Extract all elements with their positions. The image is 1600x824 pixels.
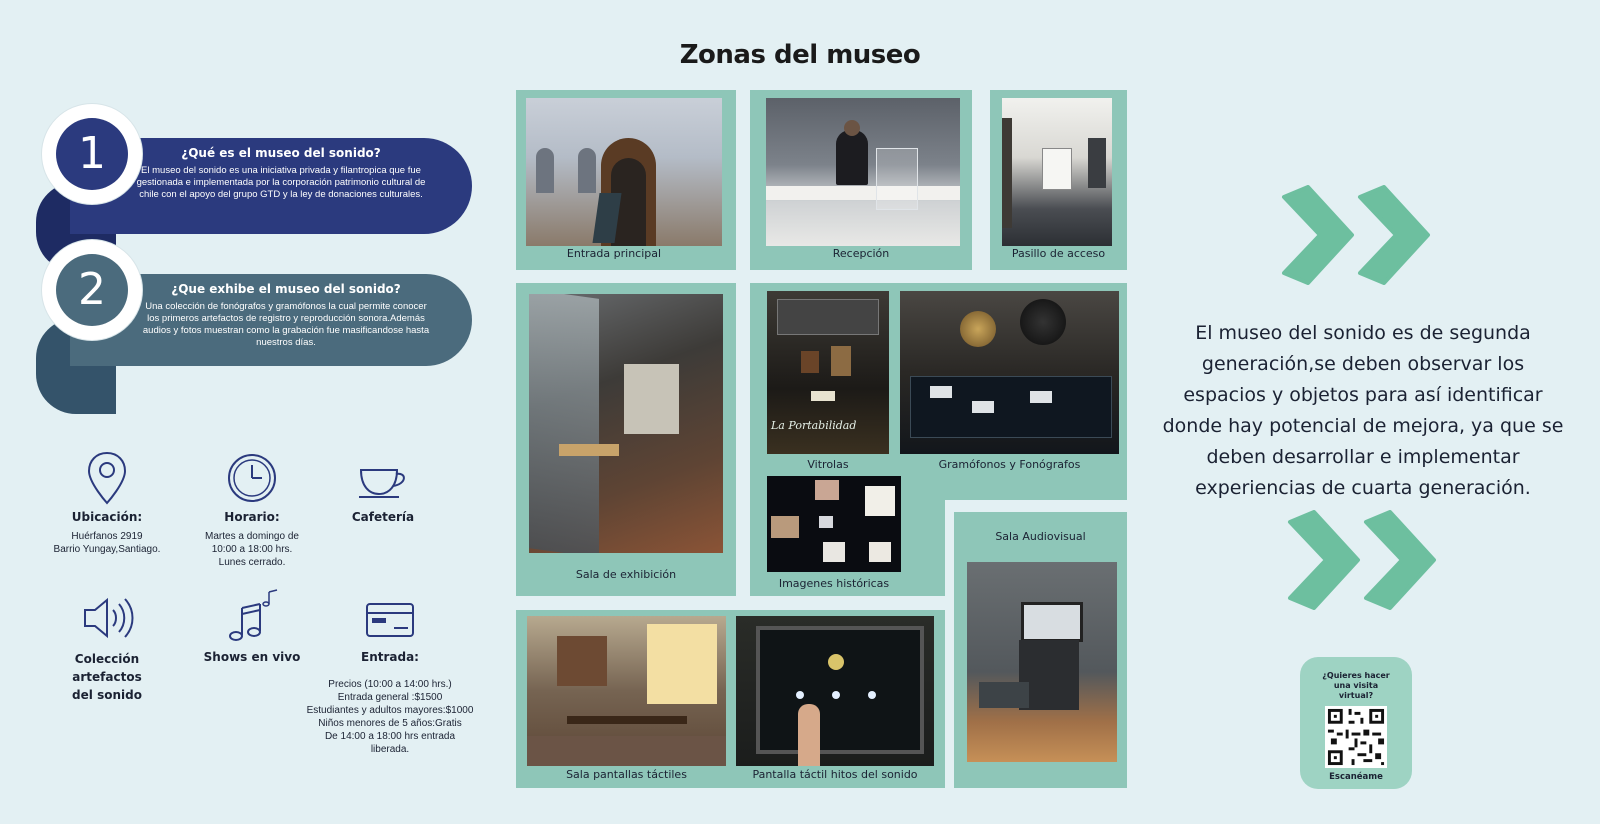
chevrons-bottom-icon [1286, 510, 1441, 610]
sala-exhibicion-photo [529, 294, 723, 553]
caption-sala-exhibicion: Sala de exhibición [575, 568, 677, 581]
section-1-number: 1 [56, 118, 128, 190]
pasillo-photo [1002, 98, 1112, 246]
cafeteria-label: Cafetería [351, 510, 415, 524]
chevrons-top-icon [1280, 185, 1435, 285]
caption-pantalla-tactil: Pantalla táctil hitos del sonido [752, 768, 918, 781]
section-1-text: El museo del sonido es una iniciativa privada y filantropica que fue gestionada e implementada por la corporación patrimonio cultural de chile con el apoyo del grupo GTD y la ley de donaciones culturales. [136, 165, 426, 200]
caption-vitrolas: Vitrolas [807, 458, 849, 471]
info-coleccion [42, 590, 172, 704]
pantalla-tactil-photo [736, 616, 934, 766]
music-notes-icon [222, 588, 282, 646]
main-text: El museo del sonido es de segunda generación,se deben observar los espacios y objetos para así identificar donde hay potencial de mejora, ya que se deben desarrollar e implementar experiencias de cuarta generación. [1162, 322, 1564, 499]
zone-entrada-principal [516, 90, 736, 270]
zone-sala-audiovisual [954, 512, 1127, 788]
clock-icon [226, 450, 278, 506]
entrada-principal-photo [526, 98, 722, 246]
ubicacion-label: Ubicación: [71, 510, 143, 524]
qr-code-icon[interactable] [1325, 706, 1387, 768]
vitrolas-photo [767, 291, 889, 454]
qr-question: ¿Quieres hacer una visita virtual? [1322, 671, 1390, 700]
horario-label: Horario: [224, 510, 280, 524]
caption-gramofonos: Gramófonos y Fonógrafos [938, 458, 1081, 471]
caption-pasillo: Pasillo de acceso [1011, 247, 1106, 260]
coffee-cup-icon [355, 450, 411, 506]
la-portabilidad-text: La Portabilidad [771, 419, 857, 432]
entrada-line3: Estudiantes y adultos mayores:$1000 [306, 705, 474, 716]
zone-recepcion [750, 90, 972, 270]
ubicacion-line1: Huérfanos 2919 [71, 531, 143, 542]
ubicacion-line2: Barrio Yungay,Santiago. [53, 544, 161, 555]
coleccion-label: Colección artefactos del sonido [72, 652, 142, 702]
zone-vitrolas-gramofonos [750, 283, 1127, 500]
recepcion-photo [766, 98, 960, 246]
section-1-heading: ¿Qué es el museo del sonido? [181, 146, 381, 160]
zone-pasillo [990, 90, 1127, 270]
horario-line3: Lunes cerrado. [218, 557, 286, 568]
section-2-number: 2 [56, 254, 128, 326]
imagenes-historicas-photo [767, 476, 901, 572]
horario-line1: Martes a domingo de [205, 531, 299, 542]
caption-sala-pantallas: Sala pantallas táctiles [566, 768, 687, 781]
qr-cta: Escanéame [1329, 772, 1383, 782]
shows-label: Shows en vivo [203, 650, 301, 664]
page-title: Zonas del museo [679, 40, 921, 70]
speaker-icon [77, 590, 137, 646]
entrada-line4: Niños menores de 5 años:Gratis [318, 718, 462, 729]
section-2-heading: ¿Que exhibe el museo del sonido? [171, 282, 401, 296]
caption-sala-audiovisual: Sala Audiovisual [995, 530, 1086, 543]
info-horario [187, 450, 317, 569]
section-2-text: Una colección de fonógrafos y gramófonos la cual permite conocer los primeros artefactos de registro y reproducción sonora.Además audios y fotos muestran como la grabación fue masificandose hasta nuestros días. [142, 301, 430, 348]
caption-recepcion: Recepción [832, 247, 890, 260]
info-entrada [305, 594, 475, 756]
entrada-line1: Precios (10:00 a 14:00 hrs.) [328, 679, 452, 690]
qr-card[interactable] [1300, 657, 1412, 789]
horario-line2: 10:00 a 18:00 hrs. [211, 544, 293, 555]
location-pin-icon [86, 450, 128, 506]
zone-sala-exhibicion [516, 283, 736, 596]
ticket-icon [364, 594, 416, 646]
info-ubicacion [42, 450, 172, 556]
zone-pantallas [516, 610, 945, 788]
caption-imagenes: Imagenes históricas [778, 577, 890, 590]
entrada-line2: Entrada general :$1500 [337, 692, 443, 703]
entrada-label: Entrada: [361, 650, 419, 664]
zone-imagenes-historicas [750, 500, 945, 596]
info-cafeteria [318, 450, 448, 524]
entrada-line5: De 14:00 a 18:00 hrs entrada liberada. [324, 731, 456, 755]
sala-pantallas-photo [527, 616, 726, 766]
sala-audiovisual-photo [967, 562, 1117, 762]
info-shows [187, 588, 317, 664]
caption-entrada-principal: Entrada principal [566, 247, 662, 260]
gramofonos-photo [900, 291, 1119, 454]
